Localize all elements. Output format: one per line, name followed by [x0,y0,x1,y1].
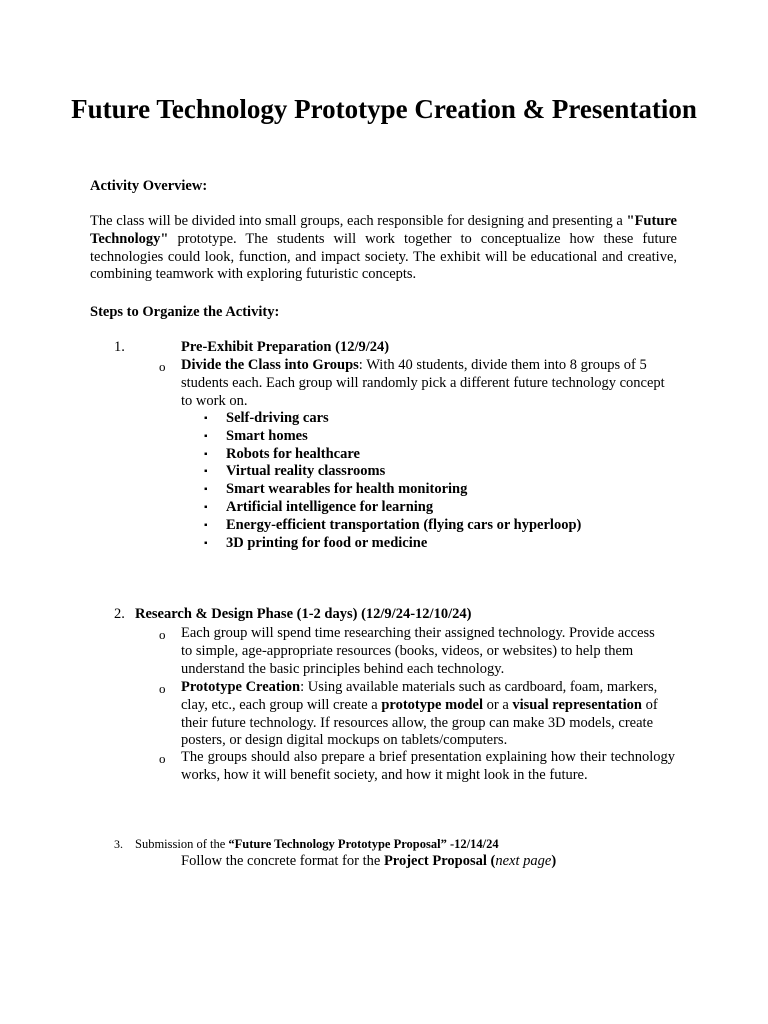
step-2-number: 2. [114,606,125,622]
step-1-number: 1. [114,339,125,355]
technology-label: Robots for healthcare [226,445,360,462]
step-3-proposal-title: “Future Technology Prototype Proposal” -12/14/24 [228,837,499,851]
square-bullet-icon: ▪ [204,413,208,424]
list-item [204,499,581,517]
technology-label: Virtual reality classrooms [226,463,386,480]
technology-label: Energy-efficient transportation (flying cars or hyperloop) [226,516,582,533]
square-bullet-icon: ▪ [204,519,208,531]
circle-bullet-icon: o [159,359,166,374]
overview-text-2: prototype. The students will work together to conceptualize how these future technologies could look, function, and impact society. The exhibit will be educational and creative, combining teamwork with exploring futuristic concepts. [90,230,677,283]
technology-label: Self-driving cars [226,410,329,426]
square-bullet-icon: ▪ [204,484,208,496]
square-bullet-icon: ▪ [204,448,208,460]
square-bullet-icon: ▪ [204,537,208,549]
visual-representation-term: visual representation [512,696,642,713]
technology-label: Artificial intelligence for learning [226,498,434,515]
step-3-heading [135,836,499,854]
step-3-follow-line [181,853,556,871]
list-item [204,463,581,481]
project-proposal-term: Project Proposal ( [383,853,496,869]
overview-heading: Activity Overview: [90,178,208,194]
circle-bullet-icon: o [159,681,166,696]
list-item [204,535,581,553]
next-page-note: next page [495,853,552,869]
technology-label: Smart wearables for health monitoring [226,481,468,498]
step-2-item-research: Each group will spend time researching their assigned technology. Provide access to simple, age-appropriate resources (books, videos, or websites) to help them understand the basic principles behind each technology. [181,625,655,677]
step-1-item-bold: Divide the Class into Groups [181,357,359,373]
list-item [204,410,581,428]
circle-bullet-icon: o [159,751,166,766]
prototype-text-a: : Using available materials such as cardboard, foam, markers, clay, etc., each group will create a [181,679,658,713]
list-item [204,517,581,535]
prototype-text-b: or a [482,696,513,713]
overview-text-1: The class will be divided into small groups, each responsible for designing and presenting a [90,213,627,229]
step-1-item [181,357,671,410]
step-3-prefix: Submission of the [135,837,229,851]
closing-paren: ) [551,853,557,869]
circle-bullet-icon: o [159,627,166,642]
page-title: Future Technology Prototype Creation & Presentation [71,94,697,124]
technology-label: 3D printing for food or medicine [226,534,428,551]
square-bullet-icon: ▪ [204,501,208,513]
prototype-text-c: of their future technology. If resources allow, the group can make 3D models, create posters, or design digital mockups on tablets/computers. [181,696,658,749]
overview-paragraph [90,213,677,284]
list-item [204,481,581,499]
prototype-creation-label: Prototype Creation [181,679,301,695]
square-bullet-icon: ▪ [204,466,208,478]
list-item [204,428,581,446]
step-1-item-text: : With 40 students, divide them into 8 groups of 5 students each. Each group will randomly pick a different future technology concept to work on. [181,357,665,409]
step-2-item-prototype [181,679,677,750]
technology-list [204,410,581,552]
technology-label: Smart homes [226,427,308,444]
step-1-heading: Pre-Exhibit Preparation (12/9/24) [181,339,390,355]
step-2-item-presentation: The groups should also prepare a brief presentation explaining how their technology works, how it will benefit society, and how it might look in the future. [181,749,675,783]
overview-bold-term: "Future Technology" [90,213,677,247]
steps-heading: Steps to Organize the Activity: [90,304,280,320]
step-3-number: 3. [114,837,123,851]
list-item [204,446,581,464]
prototype-model-term: prototype model [381,696,483,713]
step-2-heading: Research & Design Phase (1-2 days) (12/9/24-12/10/24) [135,606,472,622]
follow-prefix: Follow the concrete format for the [181,853,384,869]
square-bullet-icon: ▪ [204,430,208,442]
